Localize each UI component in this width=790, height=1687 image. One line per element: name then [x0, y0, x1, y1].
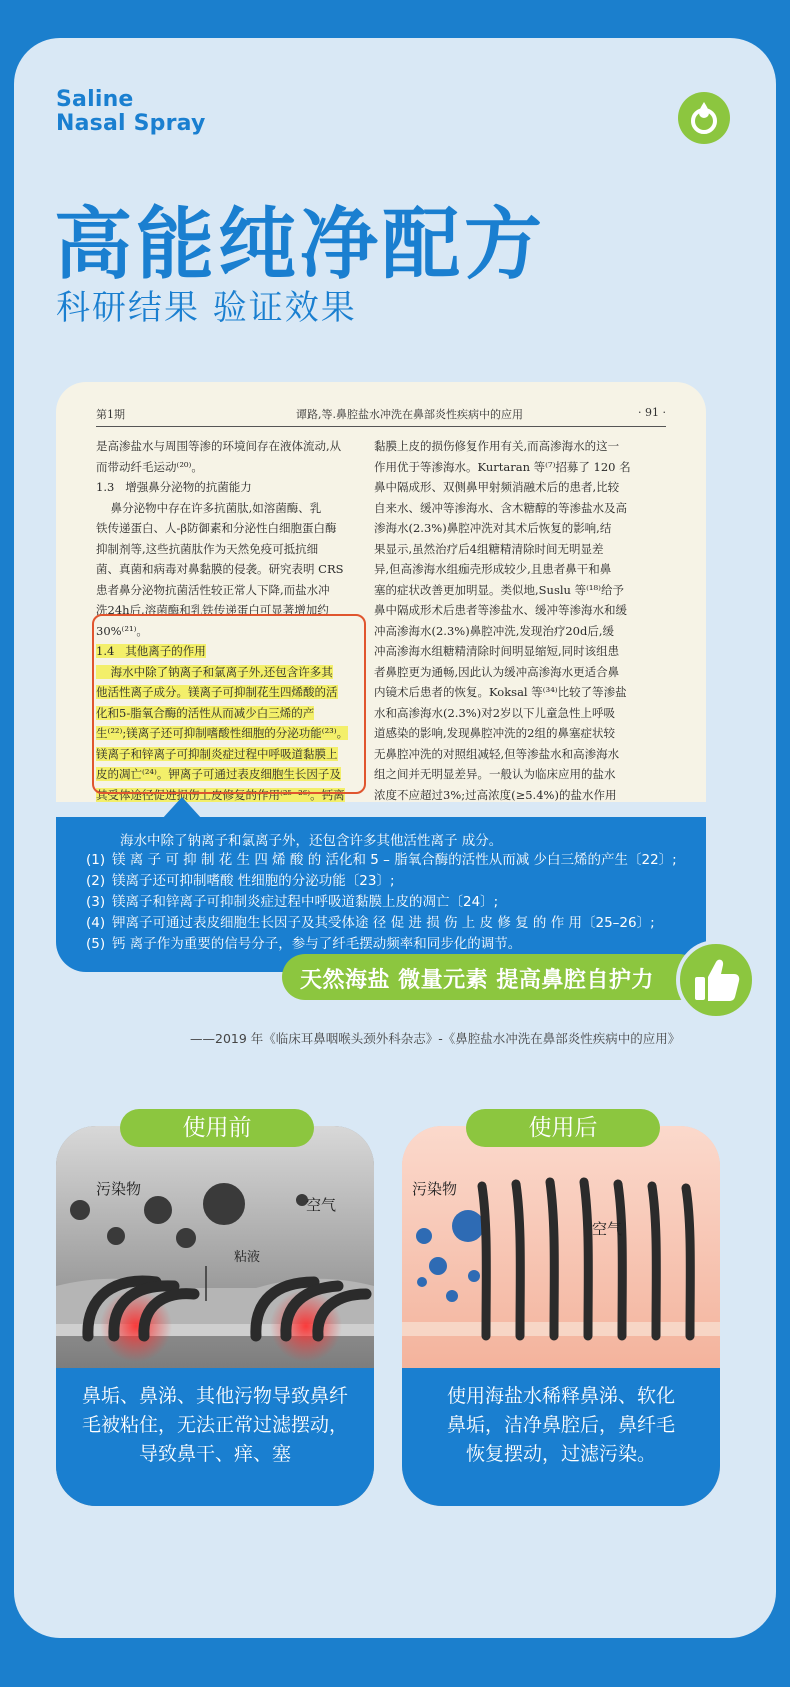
before-tag: 使用前 [120, 1109, 314, 1147]
after-tag: 使用后 [466, 1109, 660, 1147]
summary-item [86, 892, 677, 913]
thumbs-up-icon [676, 940, 756, 1020]
mucus-label: 粘液 [234, 1250, 261, 1265]
summary-item-number: (4) [86, 915, 106, 931]
highlight-banner [282, 954, 702, 1000]
highlighted-passage: 1.4 其他离子的作用 海水中除了钠离子和氯离子外,还包含许多其 他活性离子成分。镁离子可抑制花生四烯酸的活 化和5-脂氧合酶的活性从而减少白三烯的产 生⁽²²⁾;镁离子还可抑制嗜酸性细胞的分泌功能⁽²³⁾。 镁离子和锌离子可抑制炎症过程中呼吸道黏膜上 皮的凋亡⁽²⁴⁾。钾离子可通过表皮细胞生长因子及 其受体途径促进损伤上皮修复的作用⁽²⁵⁻²⁶⁾。钙离 [96, 644, 348, 802]
highlight-banner-text: 天然海盐 微量元素 提高鼻腔自护力 [300, 968, 654, 993]
pollutant-label: 污染物 [412, 1180, 458, 1198]
citation: ——2019 年《临床耳鼻咽喉头颈外科杂志》-《鼻腔盐水冲洗在鼻部炎性疾病中的应用》 [190, 1031, 681, 1046]
summary-intro: 海水中除了钠离子和氯离子外，还包含许多其他活性离子 成分。 [120, 833, 503, 849]
summary-item [86, 871, 677, 892]
before-caption-line-2: 毛被粘住，无法正常过滤摆动， [81, 1414, 348, 1436]
summary-item-text: 钾离子可通过表皮细胞生长因子及其受体途 径 促 进 损 伤 上 皮 修 复 的 作 用〔25–26〕; [112, 915, 655, 931]
summary-item-text: 镁 离 子 可 抑 制 花 生 四 烯 酸 的 活化和 5 – 脂氧合酶的活性从而减 少白三烯的产生〔22〕; [112, 852, 677, 868]
summary-item [86, 850, 677, 871]
summary-item [86, 934, 677, 955]
journal-running-title: 谭路,等.鼻腔盐水冲洗在鼻部炎性疾病中的应用 [296, 408, 523, 421]
journal-excerpt [56, 382, 706, 802]
brand-wordmark [56, 88, 206, 136]
journal-issue: 第1期 [96, 408, 125, 421]
drop-ring-logo-icon [678, 92, 730, 144]
air-label: 空气 [306, 1196, 337, 1214]
before-caption-line-3: 导致鼻干、痒、塞 [138, 1443, 291, 1465]
after-caption-line-3: 恢复摆动，过滤污染。 [465, 1443, 656, 1465]
brand-line-1: Saline [56, 87, 134, 112]
after-caption [402, 1368, 720, 1506]
left-column-text: 是高渗盐水与周围等渗的环境间存在液体流动,从 而带动纤毛运动⁽²⁰⁾。 1.3 增强鼻分泌物的抗菌能力 鼻分泌物中存在许多抗菌肽,如溶菌酶、乳 铁传递蛋白、人-β防御素和分泌性白细胞蛋白酶 抑制剂等,这些抗菌肽作为天然免疫可抵抗细 菌、真菌和病毒对鼻黏膜的侵袭。研究表明 CRS 患者鼻分泌物抗菌活性较正常人下降,而盐水冲 洗24h后,溶菌酶和乳铁传递蛋白可显著增加约 30%⁽²¹⁾。 [96, 439, 344, 638]
summary-item-text: 镁离子和锌离子可抑制炎症过程中呼吸道黏膜上皮的凋亡〔24〕; [112, 894, 499, 910]
summary-box [56, 817, 706, 972]
journal-page-number: · 91 · [638, 406, 666, 419]
summary-item-text: 镁离子还可抑制嗜酸 性细胞的分泌功能〔23〕; [112, 873, 395, 889]
summary-item-number: (3) [86, 894, 106, 910]
page-subtitle: 科研结果 验证效果 [56, 288, 357, 328]
before-caption-line-1: 鼻垢、鼻涕、其他污物导致鼻纤 [81, 1385, 348, 1407]
pollutant-label: 污染物 [96, 1180, 142, 1198]
air-label: 空气 [592, 1220, 623, 1238]
journal-right-column: 黏膜上皮的损伤修复作用有关,而高渗海水的这一 作用优于等渗海水。Kurtaran 等⁽⁷⁾招募了 120 名 鼻中隔成形、双侧鼻甲射频消融术后的患者,比较 自来水、缓冲等渗海水、含木糖醇的等渗盐水及高 渗海水(2.3%)鼻腔冲洗对其术后恢复的影响,结 果显示,虽然治疗后4组糖精清除时间无明显差 异,但高渗海水组痂壳形成较少,且患者鼻干和鼻 塞的症状改善更加明显。类似地,Suslu 等⁽¹⁸⁾给予 鼻中隔成形术后患者等渗盐水、缓冲等渗海水和缓 冲高渗海水(2.3%)鼻腔冲洗,发现治疗20d后,缓 冲高渗海水组糖精清除时间明显缩短,同时该组患 者鼻腔更为通畅,因此认为缓冲高渗海水更适合鼻 内镜术后患者的恢复。Koksal 等⁽³⁴⁾比较了等渗盐 水和高渗海水(2.3%)对2岁以下儿童急性上呼吸 道感染的影响,发现鼻腔冲洗的2组的鼻塞症状较 无鼻腔冲洗的对照组减轻,但等渗盐水和高渗海水 组之间并无明显差异。一般认为临床应用的盐水 浓度不应超过3%;过高浓度(≥5.4%)的盐水作用 [374, 439, 631, 802]
summary-item-number: (2) [86, 873, 106, 889]
brand-line-2: Nasal Spray [56, 111, 206, 136]
after-caption-line-2: 鼻垢，洁净鼻腔后，鼻纤毛 [446, 1414, 675, 1436]
summary-item [86, 913, 677, 934]
summary-item-number: (1) [86, 852, 106, 868]
after-panel [402, 1126, 720, 1506]
highlight-frame [92, 614, 366, 794]
after-illustration [402, 1126, 720, 1376]
page-title: 高能纯净配方 [54, 200, 547, 290]
before-caption [56, 1368, 374, 1506]
callout-pointer [162, 797, 202, 819]
summary-item-text: 钙 离子作为重要的信号分子，参与了纤毛摆动频率和同步化的调节。 [112, 936, 522, 952]
journal-header [96, 402, 666, 427]
after-caption-line-1: 使用海盐水稀释鼻涕、软化 [446, 1385, 675, 1407]
summary-list [86, 850, 677, 955]
summary-item-number: (5) [86, 936, 106, 952]
before-panel [56, 1126, 374, 1506]
before-illustration [56, 1126, 374, 1376]
